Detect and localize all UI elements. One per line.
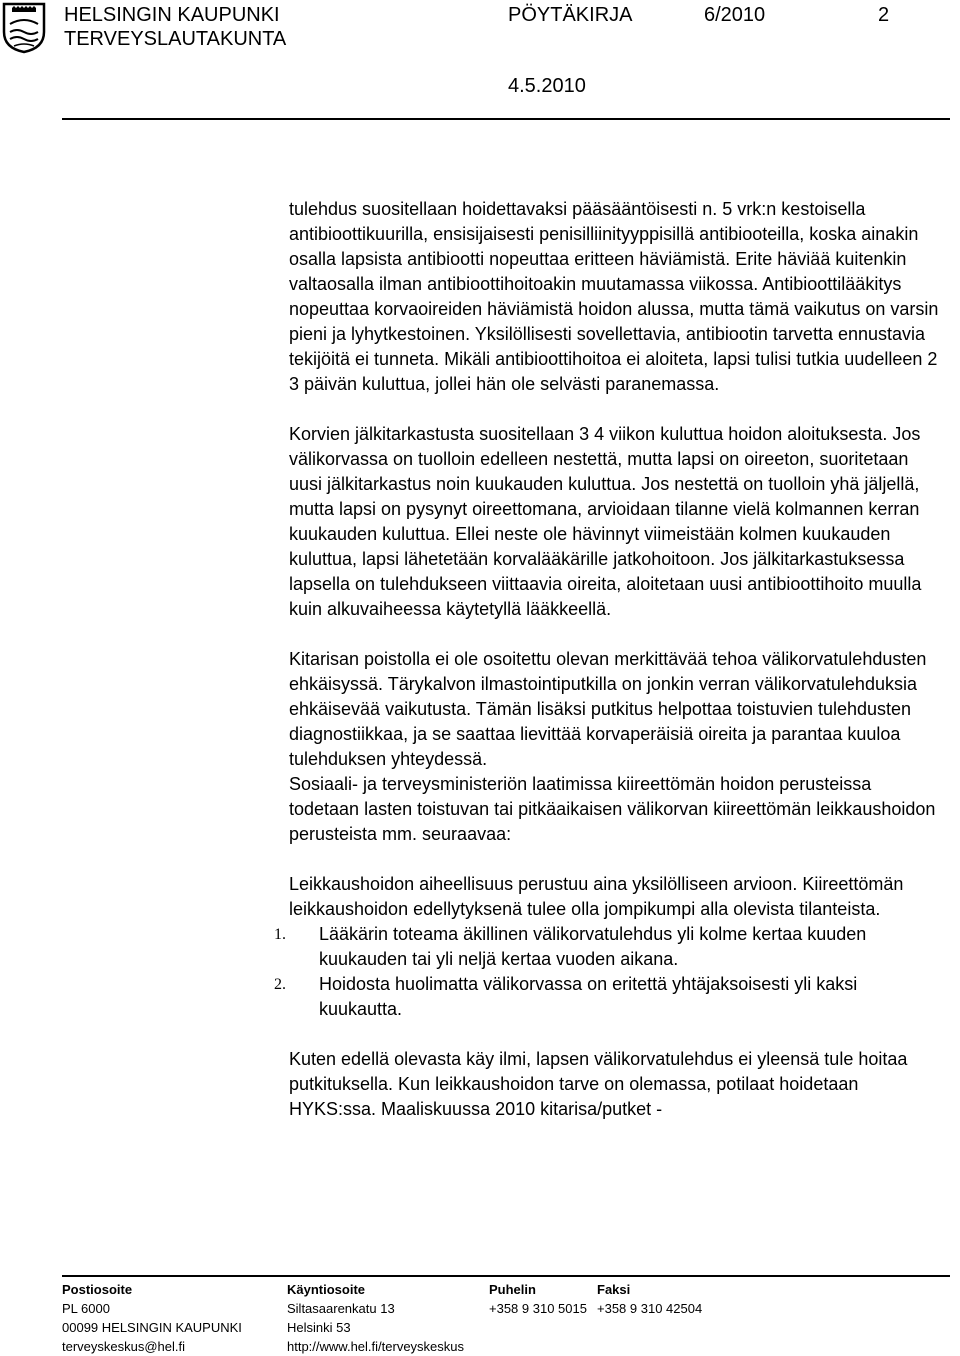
criteria-list — [274, 922, 939, 1022]
paragraph-ministry: Sosiaali- ja terveysministeriön laatimissa kiireettömän hoidon perusteissa todetaan lasten toistuvan tai pitkäaikaisen välikorvan kiireettömän leikkaushoidon perusteista mm. seuraavaa: — [289, 774, 936, 844]
meeting-date: 4.5.2010 — [508, 75, 586, 97]
header-divider — [62, 118, 950, 120]
footer-fax — [597, 1280, 702, 1318]
footer-fax-number: +358 9 310 42504 — [597, 1301, 703, 1316]
list-item — [274, 922, 939, 972]
footer-po-box: PL 6000 — [62, 1301, 110, 1316]
list-item-number: 2. — [274, 976, 286, 993]
footer-phone-heading: Puhelin — [489, 1282, 536, 1297]
paragraph-conclusion: Kuten edellä olevasta käy ilmi, lapsen välikorvatulehdus ei yleensä tule hoitaa putkituksella. Kun leikkaushoidon tarve on olemassa, potilaat hoidetaan HYKS:ssa. Maaliskuussa 2010 kitarisa/putket - — [289, 1049, 908, 1119]
footer-postal-code: 00099 HELSINGIN KAUPUNKI — [62, 1320, 242, 1335]
footer-phone-number: +358 9 310 5015 — [489, 1301, 587, 1316]
paragraph-follow-up: Korvien jälkitarkastusta suositellaan 3 4 viikon kuluttua hoidon aloituksesta. Jos välikorvassa on tuolloin edelleen nestettä, mutta lapsi on oireeton, suoritetaan uusi jälkitarkastus noin kuukauden kuluttua. Jos nestettä on tuolloin yhä jäljellä, mutta lapsi on pysynyt oireettomana, arvioidaan tilanne vielä kolmannen kerran kuukauden kuluttua. Ellei neste ole hävinnyt viimeistään kolmen kuukauden kuluttua, lapsi lähetetään korvalääkärille jatkohoitoon. Jos jälkitarkastuksessa lapsella on tulehdukseen viittaavia oireita, aloitetaan uusi antibioottihoito muulla kuin alkuvaiheessa käytetyllä lääkkeellä. — [289, 424, 922, 619]
footer-visit-address — [287, 1280, 464, 1356]
footer-postal-address — [62, 1280, 242, 1356]
committee-name: TERVEYSLAUTAKUNTA — [64, 28, 287, 50]
footer-email: terveyskeskus@hel.fi — [62, 1339, 186, 1354]
helsinki-crest-icon — [2, 2, 46, 54]
footer-website: http://www.hel.fi/terveyskeskus — [287, 1339, 465, 1354]
list-item-text: Hoidosta huolimatta välikorvassa on eritettä yhtäjaksoisesti yli kaksi kuukautta. — [319, 974, 858, 1019]
document-body — [274, 197, 939, 1122]
footer-fax-heading: Faksi — [597, 1282, 631, 1297]
footer-postal-heading: Postiosoite — [62, 1282, 133, 1297]
footer-city: Helsinki 53 — [287, 1320, 351, 1335]
document-number: 6/2010 — [704, 4, 766, 26]
org-name: HELSINGIN KAUPUNKI — [64, 4, 280, 26]
footer-divider — [62, 1275, 950, 1277]
list-item-text: Lääkärin toteama äkillinen välikorvatulehdus yli kolme kertaa kuuden kuukauden tai yli neljä kertaa vuoden aikana. — [319, 924, 867, 969]
list-item-number: 1. — [274, 926, 286, 943]
paragraph-antibiotics: tulehdus suositellaan hoidettavaksi pääsääntöisesti n. 5 vrk:n kestoisella antibioottikuurilla, ensisijaisesti penisilliinityyppisillä antibiooteilla, koska ainakin osalla lapsista antibiootti nopeuttaa eritteen häviämistä. Erite häviää kuitenkin valtaosalla ilman antibioottihoitoakin muutamassa viikossa. Antibioottilääkitys nopeuttaa korvaoireiden häviämistä hoidon alussa, mutta tämä vaikutus on varsin pieni ja lyhytkestoinen. Yksilöllisesti sovellettavia, antibiootin tarvetta ennustavia tekijöitä ei tunneta. Mikäli antibioottihoitoa ei aloiteta, lapsi tulisi tutkia uudelleen 2 3 päivän kuluttua, jollei hän ole selvästi paranemassa. — [289, 199, 939, 394]
document-type: PÖYTÄKIRJA — [508, 4, 633, 26]
paragraph-surgery-criteria: Leikkaushoidon aiheellisuus perustuu aina yksilölliseen arvioon. Kiireettömän leikkaushoidon edellytyksenä tulee olla jompikumpi alla olevista tilanteista. — [289, 874, 904, 919]
footer-phone — [489, 1280, 587, 1318]
list-item — [274, 972, 939, 1022]
footer-visit-heading: Käyntiosoite — [287, 1282, 366, 1297]
paragraph-adenoidectomy: Kitarisan poistolla ei ole osoitettu olevan merkittävää tehoa välikorvatulehdusten ehkäisyssä. Tärykalvon ilmastointiputkilla on jonkin verran välikorvatulehduksia ehkäisevää vaikutusta. Tämän lisäksi putkitus helpottaa toistuvien tulehdusten diagnostiikkaa, ja se saattaa lievittää korvaperäisiä oireita ja parantaa kuuloa tulehduksen yhteydessä. — [289, 649, 927, 769]
footer-street: Siltasaarenkatu 13 — [287, 1301, 395, 1316]
page-number: 2 — [878, 4, 890, 26]
